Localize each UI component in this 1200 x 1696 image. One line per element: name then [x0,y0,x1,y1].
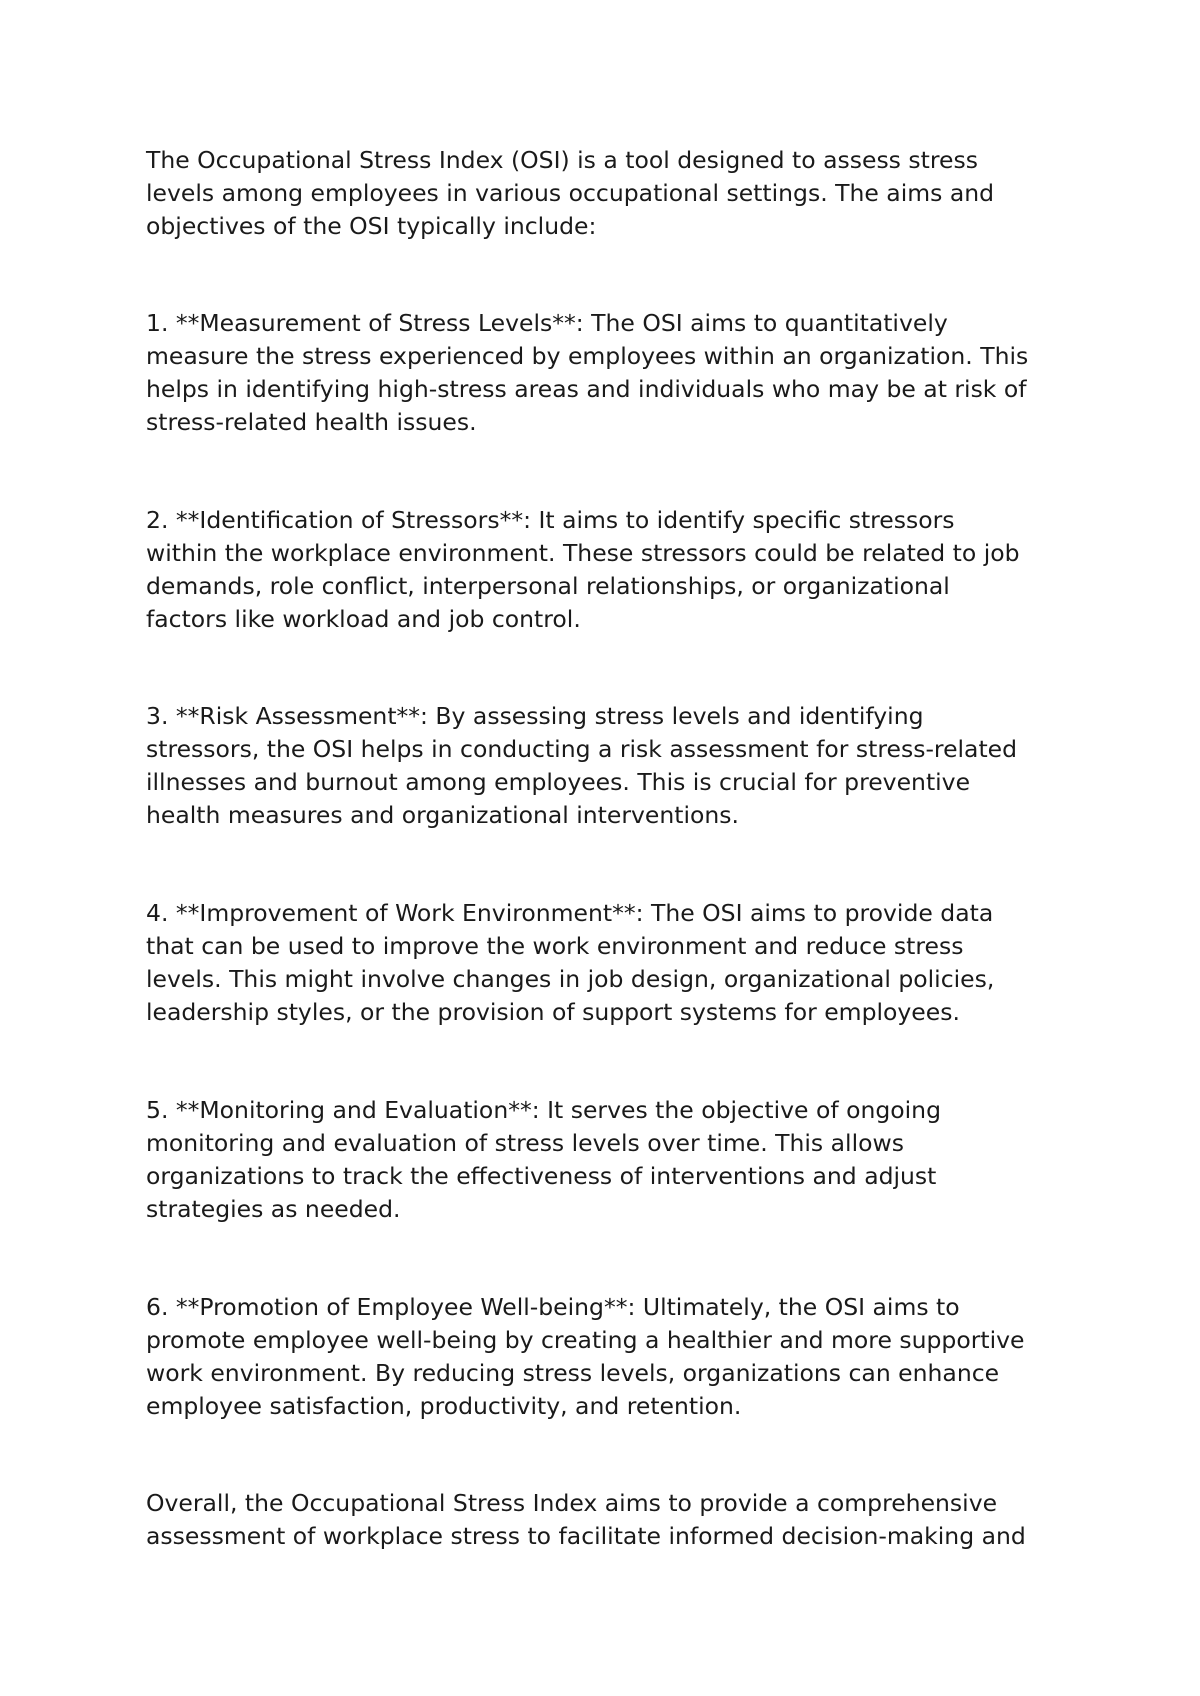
objective-item-stressors [146,504,1086,636]
text-line: within the workplace environment. These stressors could be related to job [146,539,1020,567]
text-line: work environment. By reducing stress levels, organizations can enhance [146,1359,1000,1387]
text-line: that can be used to improve the work environment and reduce stress [146,932,964,960]
intro-paragraph [146,144,1086,243]
text-line: strategies as needed. [146,1195,401,1223]
text-line: 5. **Monitoring and Evaluation**: It serves the objective of ongoing [146,1096,941,1124]
text-line: 1. **Measurement of Stress Levels**: The OSI aims to quantitatively [146,309,948,337]
text-line: employee satisfaction, productivity, and retention. [146,1392,742,1420]
text-line: leadership styles, or the provision of support systems for employees. [146,998,960,1026]
text-line: levels. This might involve changes in job design, organizational policies, [146,965,995,993]
text-line: Overall, the Occupational Stress Index aims to provide a comprehensive [146,1489,998,1517]
text-line: organizations to track the effectiveness of interventions and adjust [146,1162,937,1190]
text-line: stressors, the OSI helps in conducting a risk assessment for stress-related [146,735,1018,763]
objective-item-monitoring [146,1094,1086,1226]
text-line: 4. **Improvement of Work Environment**: The OSI aims to provide data [146,899,994,927]
objective-item-risk-assessment [146,700,1086,832]
text-line: 3. **Risk Assessment**: By assessing stress levels and identifying [146,702,924,730]
text-line: health measures and organizational interventions. [146,801,740,829]
text-line: levels among employees in various occupational settings. The aims and [146,179,995,207]
objective-item-measurement [146,307,1086,439]
text-line: demands, role conflict, interpersonal relationships, or organizational [146,572,950,600]
text-line: measure the stress experienced by employees within an organization. This [146,342,1029,370]
text-line: objectives of the OSI typically include: [146,212,597,240]
text-line: 2. **Identification of Stressors**: It aims to identify specific stressors [146,506,955,534]
text-line: The Occupational Stress Index (OSI) is a tool designed to assess stress [146,146,978,174]
text-line: assessment of workplace stress to facilitate informed decision-making and [146,1522,1026,1550]
objective-item-work-environment [146,897,1086,1029]
objective-item-well-being [146,1291,1086,1423]
text-line: stress-related health issues. [146,408,477,436]
text-line: monitoring and evaluation of stress levels over time. This allows [146,1129,904,1157]
text-line: helps in identifying high-stress areas and individuals who may be at risk of [146,375,1027,403]
text-line: promote employee well-being by creating a healthier and more supportive [146,1326,1025,1354]
text-line: illnesses and burnout among employees. This is crucial for preventive [146,768,971,796]
text-line: 6. **Promotion of Employee Well-being**: Ultimately, the OSI aims to [146,1293,960,1321]
overall-paragraph [146,1487,1086,1553]
text-line: factors like workload and job control. [146,605,581,633]
